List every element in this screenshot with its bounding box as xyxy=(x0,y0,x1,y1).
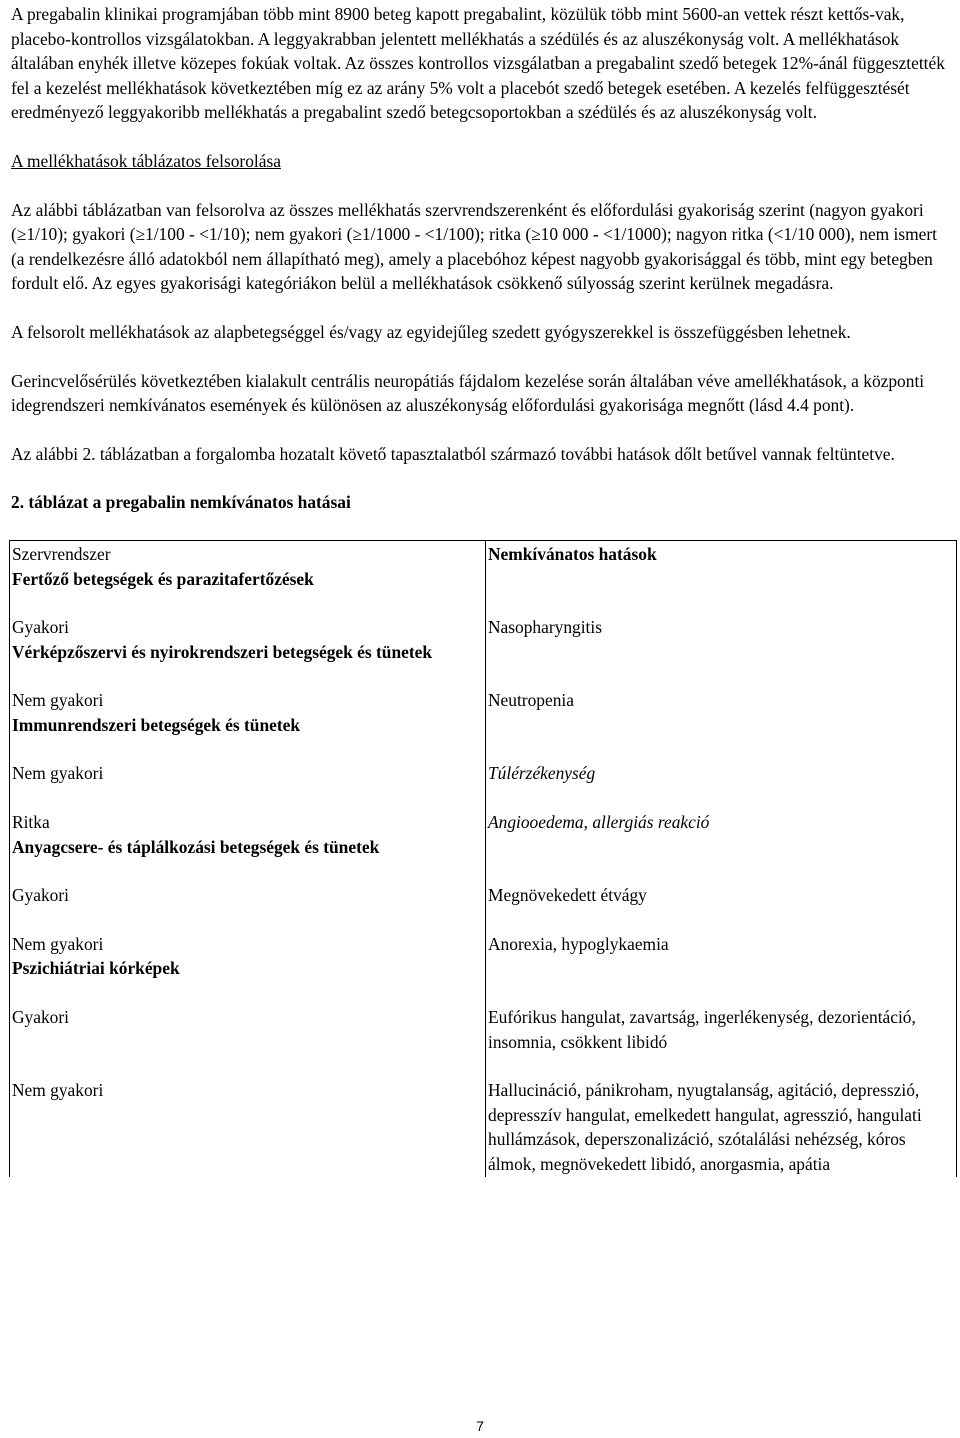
table-row xyxy=(10,859,957,908)
table-title: 2. táblázat a pregabalin nemkívánatos hatásai xyxy=(11,492,351,513)
effect-cell: Anorexia, hypoglykaemia xyxy=(486,908,957,981)
frequency-cell: Nem gyakori xyxy=(10,1054,486,1176)
intro-paragraph: A pregabalin klinikai programjában több mint 8900 beteg kapott pregabalint, közülük több mint 5600-an vettek részt kettős-vak, placebo-kontrollos vizsgálatokban. A leggyakrabban jelentett mellékhatás a szédülés és az aluszékonyság volt. A mellékhatások általában enyhék illetve közepes fokúak voltak. Az összes kontrollos vizsgálatban a pregabalint szedő betegek 12%-ánál függesztették fel a kezelést mellékhatások következtében míg ez az arány 5% volt a placebót szedő betegek esetében. A kezelés felfüggesztését eredményező leggyakoribb mellékhatás a pregabalint szedő betegcsoportokban a szédülés és az aluszékonyság volt. xyxy=(11,4,945,123)
paragraph-frequency-definition: Az alábbi táblázatban van felsorolva az összes mellékhatás szervrendszerenként és előfordulási gyakoriság szerint (nagyon gyakori (≥1/10); gyakori (≥1/100 - <1/10); nem gyakori (≥1/1000 - <1/100); ritka (≥10 000 - <1/1000); nagyon ritka (<1/10 000), nem ismert (a rendelkezésre álló adatokból nem állapítható meg), amely a placebóhoz képest nagyobb gyakorisággal és több, mint egy betegben fordult elő. Az egyes gyakorisági kategóriákon belül a mellékhatások csökkenő súlyosság szerint kerülnek megadásra. xyxy=(11,199,938,294)
header-organ-system-label: Szervrendszer xyxy=(12,543,111,564)
section-heading: A mellékhatások táblázatos felsorolása xyxy=(11,150,281,171)
effect-cell: Megnövekedett étvágy xyxy=(486,859,957,908)
table-row xyxy=(10,737,957,786)
table-row xyxy=(10,591,957,664)
header-cell-adverse-effects: Nemkívánatos hatások xyxy=(486,540,957,591)
paragraph-spinal-cord-note: Gerincvelősérülés következtében kialakult centrális neuropátiás fájdalom kezelése során általában véve amellékhatások, a központi idegrendszeri nemkívánatos események és különösen az aluszékonyság előfordulási gyakorisága megnőtt (lásd 4.4 pont). xyxy=(11,370,925,416)
page-number: 7 xyxy=(476,1418,484,1434)
effect-cell: Nasopharyngitis xyxy=(486,591,957,664)
frequency-cell xyxy=(10,591,486,664)
frequency-label: Nem gyakori xyxy=(12,933,104,954)
soc-metabolism-nutrition: Anyagcsere- és táplálkozási betegségek és tünetek xyxy=(12,836,380,857)
frequency-cell xyxy=(10,786,486,859)
effect-cell: Angiooedema, allergiás reakció xyxy=(486,786,957,859)
table-row xyxy=(10,1054,957,1176)
table-row xyxy=(10,664,957,737)
frequency-cell: Gyakori xyxy=(10,981,486,1054)
effect-cell: Túlérzékenység xyxy=(486,737,957,786)
adverse-effects-table xyxy=(9,540,957,1177)
soc-blood-lymphatic: Vérképzőszervi és nyirokrendszeri betegségek és tünetek xyxy=(12,641,433,662)
soc-psychiatric: Pszichiátriai kórképek xyxy=(12,958,180,979)
table-row xyxy=(10,786,957,859)
frequency-cell: Nem gyakori xyxy=(10,737,486,786)
frequency-label: Ritka xyxy=(12,812,50,833)
table-header-row xyxy=(10,540,957,591)
paragraph-postmarketing-note: Az alábbi 2. táblázatban a forgalomba hozatalt követő tapasztalatból származó további hatások dőlt betűvel vannak feltüntetve. xyxy=(11,443,895,464)
effect-cell: Neutropenia xyxy=(486,664,957,737)
paragraph-comorbidity-note: A felsorolt mellékhatások az alapbetegséggel és/vagy az egyidejűleg szedett gyógyszerekkel is összefüggésben lehetnek. xyxy=(11,321,851,342)
frequency-label: Gyakori xyxy=(12,617,69,638)
table-row xyxy=(10,908,957,981)
frequency-cell: Gyakori xyxy=(10,859,486,908)
table-row xyxy=(10,981,957,1054)
effect-cell: Eufórikus hangulat, zavartság, ingerlékenység, dezorientáció, insomnia, csökkent libidó xyxy=(486,981,957,1054)
document-page xyxy=(11,2,949,1177)
frequency-label: Nem gyakori xyxy=(12,690,104,711)
effect-cell: Hallucináció, pánikroham, nyugtalanság, agitáció, depresszió, depresszív hangulat, emelkedett hangulat, agresszió, hangulati hullámzások, deperszonalizáció, szótalálási nehézség, kóros álmok, megnövekedett libidó, anorgasmia, apátia xyxy=(486,1054,957,1176)
header-cell-organ-system xyxy=(10,540,486,591)
soc-infections: Fertőző betegségek és parazitafertőzések xyxy=(12,568,314,589)
frequency-cell xyxy=(10,908,486,981)
soc-immune-system: Immunrendszeri betegségek és tünetek xyxy=(12,714,301,735)
frequency-cell xyxy=(10,664,486,737)
